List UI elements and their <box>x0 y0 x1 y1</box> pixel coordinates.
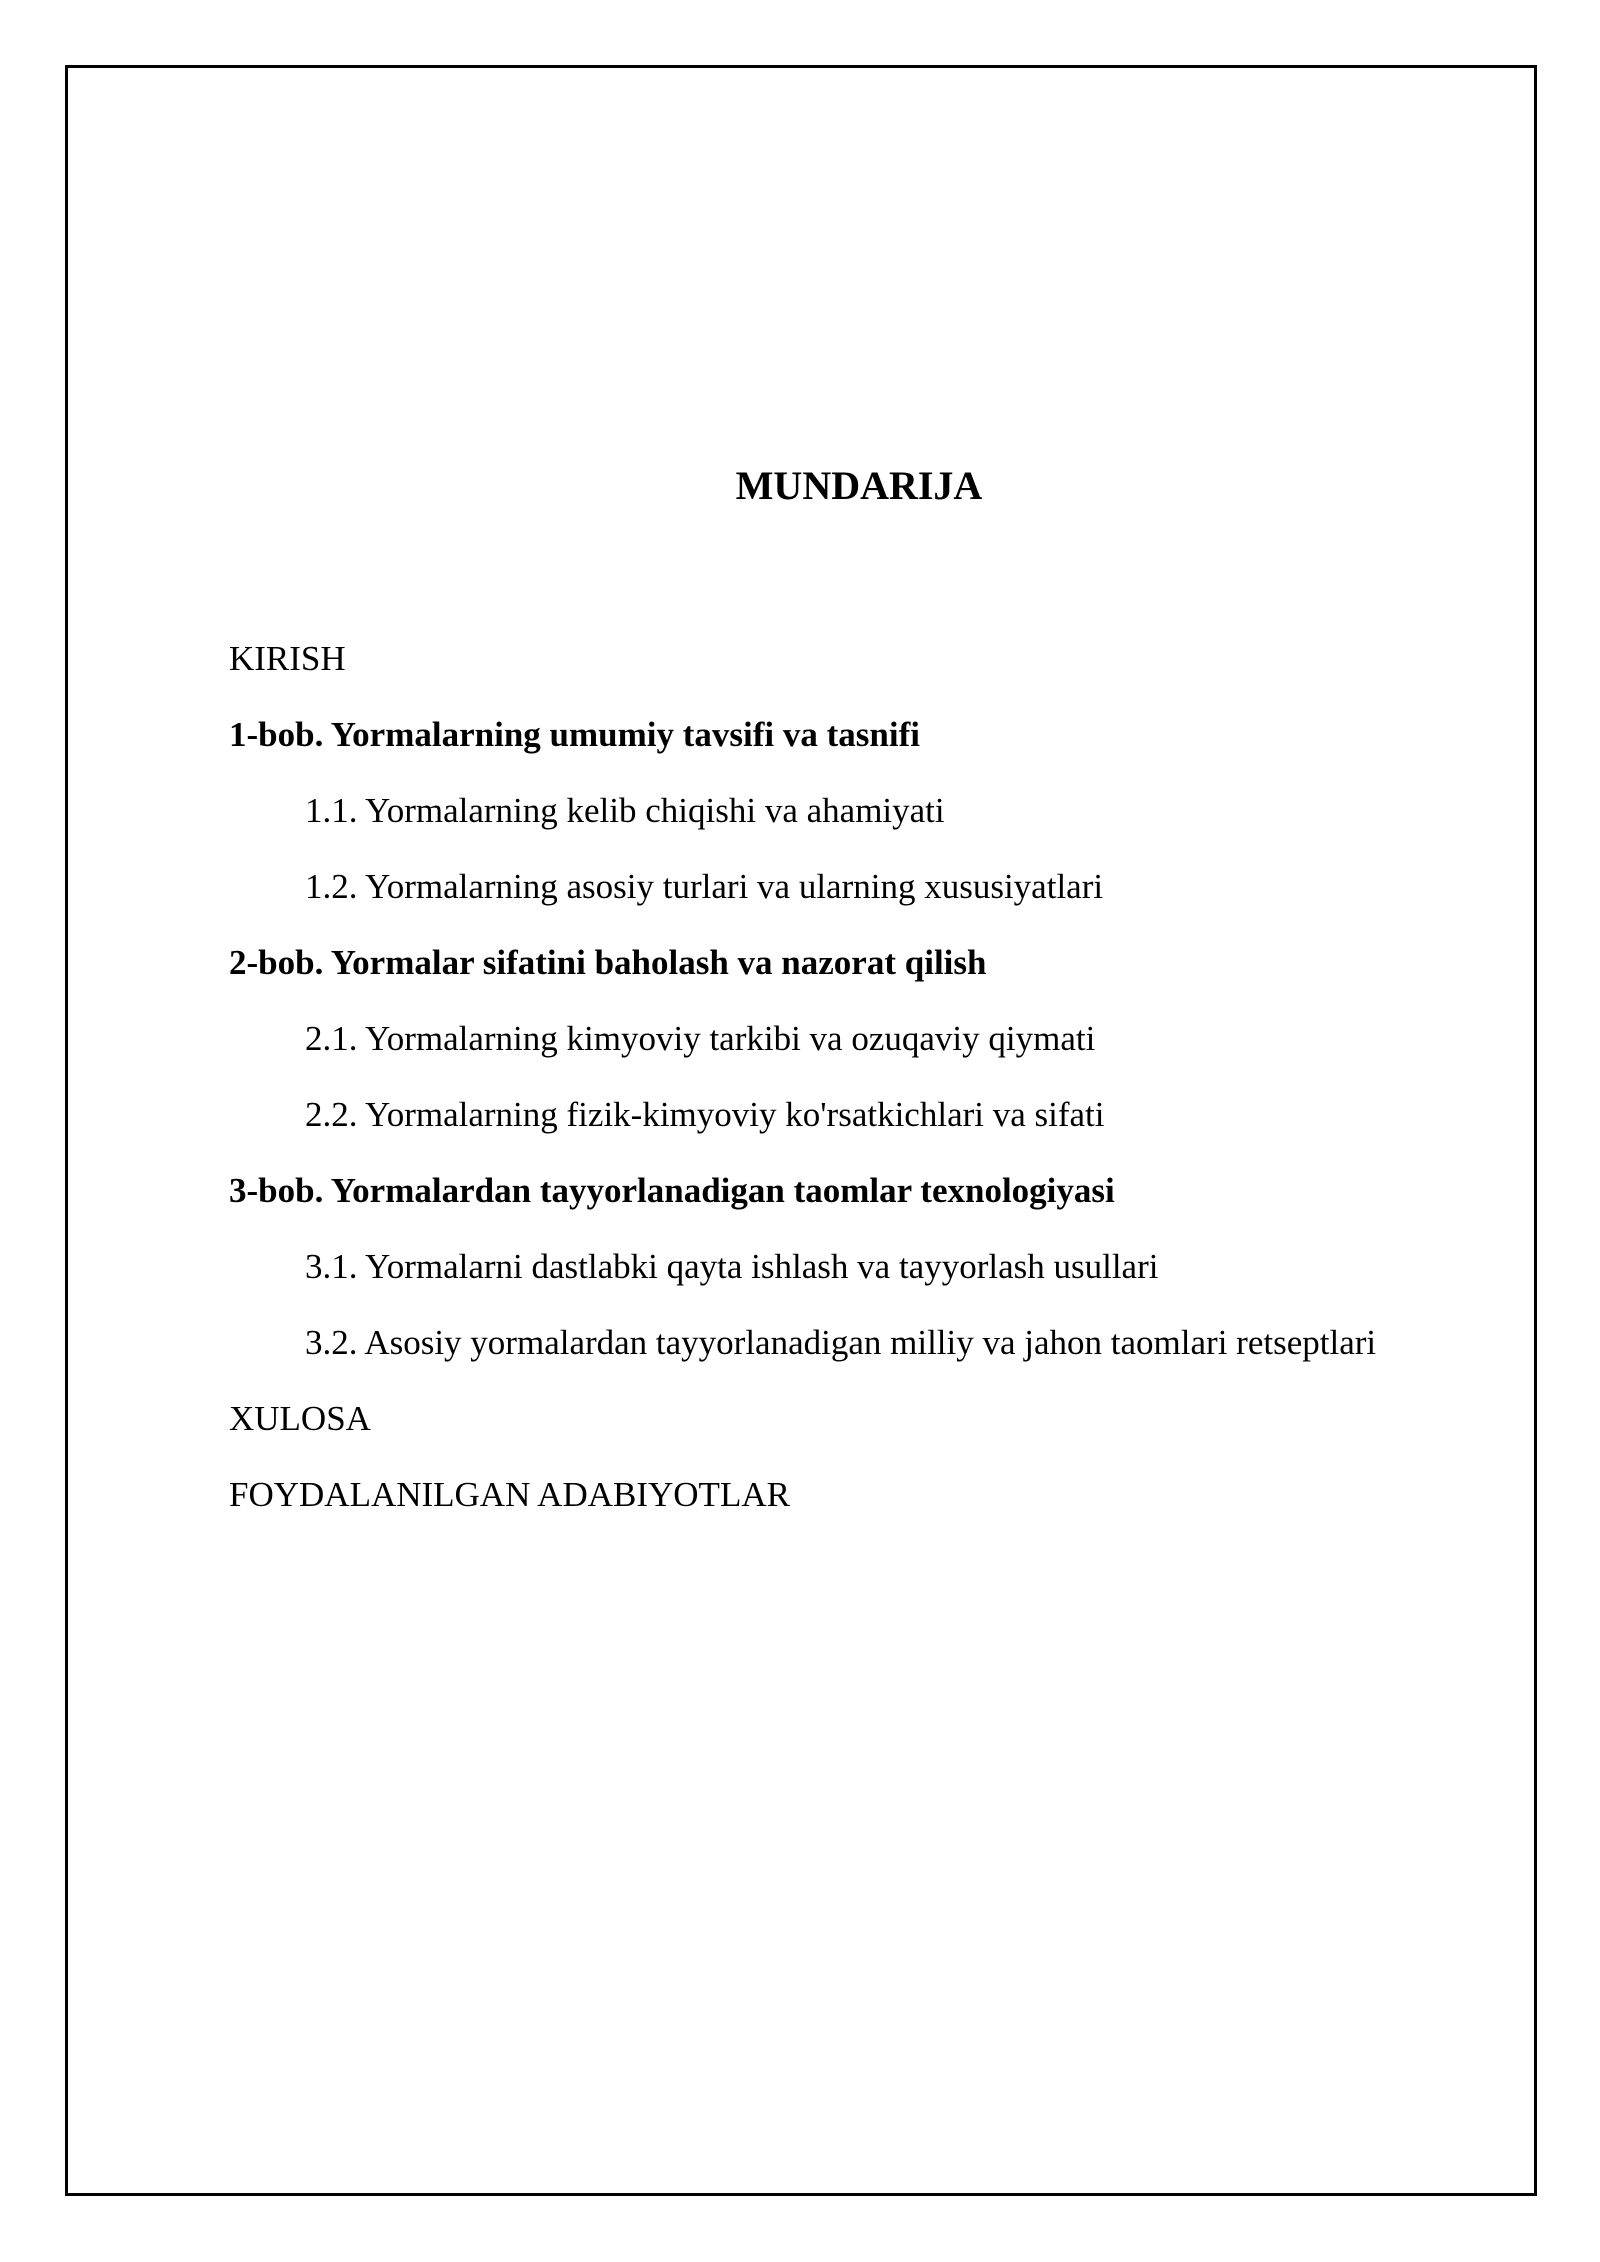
page-title: MUNDARIJA <box>735 463 983 508</box>
toc-section-2-1: 2.1. Yormalarning kimyoviy tarkibi va ozuqaviy qiymati <box>305 1019 1096 1058</box>
toc-section-3-1: 3.1. Yormalarni dastlabki qayta ishlash va tayyorlash usullari <box>305 1247 1159 1286</box>
toc-chapter-2: 2-bob. Yormalar sifatini baholash va nazorat qilish <box>229 943 987 982</box>
toc-chapter-3: 3-bob. Yormalardan tayyorlanadigan taomlar texnologiyasi <box>229 1171 1115 1210</box>
table-of-contents <box>229 636 1529 1548</box>
toc-section-2-2: 2.2. Yormalarning fizik-kimyoviy ko'rsatkichlari va sifati <box>305 1095 1105 1134</box>
toc-chapter-1: 1-bob. Yormalarning umumiy tavsifi va tasnifi <box>229 715 920 754</box>
toc-entry-references: FOYDALANILGAN ADABIYOTLAR <box>229 1475 790 1514</box>
toc-entry-conclusion: XULOSA <box>229 1399 371 1438</box>
toc-section-1-2: 1.2. Yormalarning asosiy turlari va ularning xususiyatlari <box>305 867 1104 906</box>
toc-entry-introduction: KIRISH <box>229 639 346 678</box>
toc-section-1-1: 1.1. Yormalarning kelib chiqishi va ahamiyati <box>305 791 945 830</box>
toc-section-3-2: 3.2. Asosiy yormalardan tayyorlanadigan milliy va jahon taomlari retseptlari <box>305 1323 1377 1362</box>
